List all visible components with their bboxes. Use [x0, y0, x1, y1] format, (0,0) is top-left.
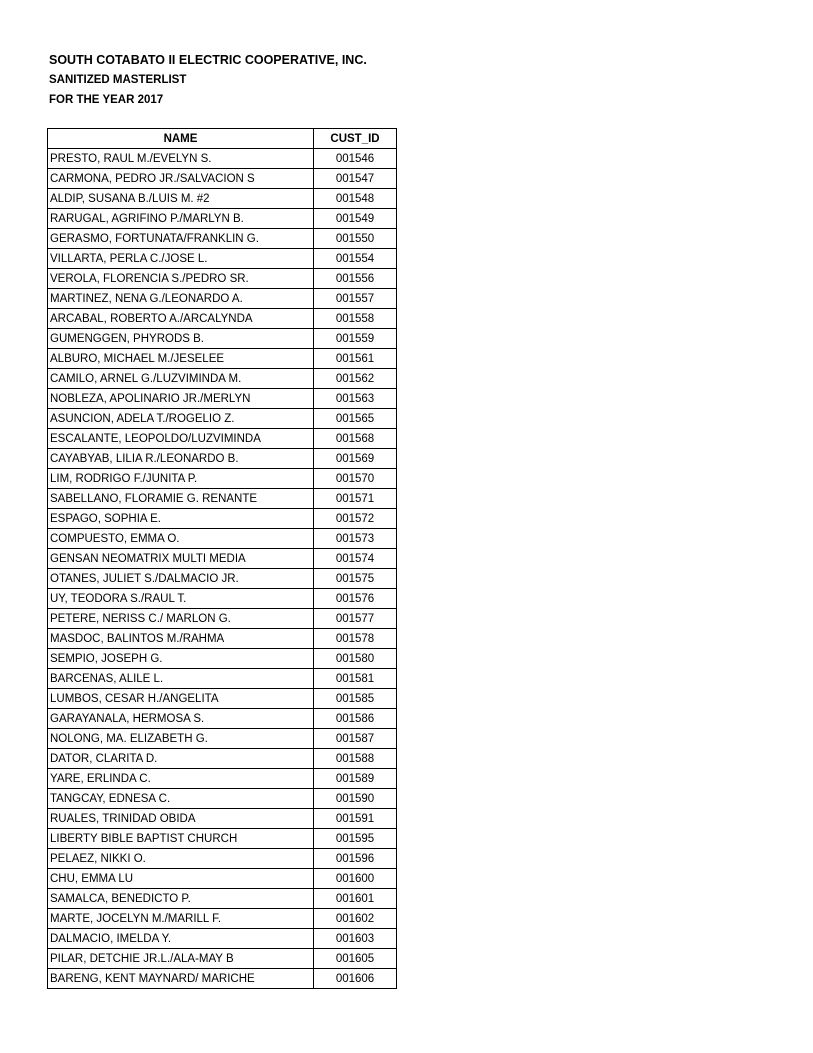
- customer-id-cell: 001547: [314, 169, 397, 189]
- table-row: [48, 449, 397, 469]
- customer-id-cell: 001588: [314, 749, 397, 769]
- customer-name-cell: ASUNCION, ADELA T./ROGELIO Z.: [48, 409, 314, 429]
- customer-id-cell: 001568: [314, 429, 397, 449]
- customer-name-cell: ESCALANTE, LEOPOLDO/LUZVIMINDA: [48, 429, 314, 449]
- customer-name-cell: ESPAGO, SOPHIA E.: [48, 509, 314, 529]
- customer-id-cell: 001549: [314, 209, 397, 229]
- table-row: [48, 309, 397, 329]
- customer-name-cell: RUALES, TRINIDAD OBIDA: [48, 809, 314, 829]
- table-row: [48, 629, 397, 649]
- customer-id-cell: 001576: [314, 589, 397, 609]
- table-row: [48, 209, 397, 229]
- customer-name-cell: GERASMO, FORTUNATA/FRANKLIN G.: [48, 229, 314, 249]
- customer-name-cell: NOBLEZA, APOLINARIO JR./MERLYN: [48, 389, 314, 409]
- customer-id-cell: 001596: [314, 849, 397, 869]
- customer-name-cell: SAMALCA, BENEDICTO P.: [48, 889, 314, 909]
- table-row: [48, 889, 397, 909]
- table-row: [48, 649, 397, 669]
- customer-name-cell: TANGCAY, EDNESA C.: [48, 789, 314, 809]
- customer-id-cell: 001581: [314, 669, 397, 689]
- customer-id-cell: 001570: [314, 469, 397, 489]
- customer-id-cell: 001550: [314, 229, 397, 249]
- table-row: [48, 469, 397, 489]
- table-row: [48, 409, 397, 429]
- table-row: [48, 329, 397, 349]
- table-row: [48, 529, 397, 549]
- table-row: [48, 269, 397, 289]
- table-row: [48, 249, 397, 269]
- customer-name-cell: SEMPIO, JOSEPH G.: [48, 649, 314, 669]
- document-year: FOR THE YEAR 2017: [49, 94, 164, 106]
- customer-id-cell: 001557: [314, 289, 397, 309]
- customer-name-cell: GARAYANALA, HERMOSA S.: [48, 709, 314, 729]
- table-row: [48, 769, 397, 789]
- customer-id-cell: 001578: [314, 629, 397, 649]
- customer-name-cell: VILLARTA, PERLA C./JOSE L.: [48, 249, 314, 269]
- customer-name-cell: PETERE, NERISS C./ MARLON G.: [48, 609, 314, 629]
- customer-name-cell: SABELLANO, FLORAMIE G. RENANTE: [48, 489, 314, 509]
- table-row: [48, 729, 397, 749]
- customer-id-cell: 001561: [314, 349, 397, 369]
- customer-name-cell: MARTINEZ, NENA G./LEONARDO A.: [48, 289, 314, 309]
- table-row: [48, 489, 397, 509]
- table-body: [48, 149, 397, 989]
- customer-name-cell: DATOR, CLARITA D.: [48, 749, 314, 769]
- customer-id-cell: 001562: [314, 369, 397, 389]
- table-row: [48, 289, 397, 309]
- customer-name-cell: CHU, EMMA LU: [48, 869, 314, 889]
- customer-name-cell: COMPUESTO, EMMA O.: [48, 529, 314, 549]
- table-row: [48, 689, 397, 709]
- document-header: [49, 50, 367, 110]
- customer-id-cell: 001586: [314, 709, 397, 729]
- table-row: [48, 909, 397, 929]
- customer-id-cell: 001558: [314, 309, 397, 329]
- table-row: [48, 949, 397, 969]
- customer-name-cell: RARUGAL, AGRIFINO P./MARLYN B.: [48, 209, 314, 229]
- table-row: [48, 709, 397, 729]
- table-row: [48, 189, 397, 209]
- customer-id-cell: 001546: [314, 149, 397, 169]
- customer-name-cell: ALBURO, MICHAEL M./JESELEE: [48, 349, 314, 369]
- customer-name-cell: PILAR, DETCHIE JR.L./ALA-MAY B: [48, 949, 314, 969]
- customer-id-cell: 001605: [314, 949, 397, 969]
- customer-id-cell: 001606: [314, 969, 397, 989]
- table-row: [48, 969, 397, 989]
- customer-name-cell: PRESTO, RAUL M./EVELYN S.: [48, 149, 314, 169]
- column-header-name: NAME: [48, 129, 314, 149]
- customer-name-cell: CAYABYAB, LILIA R./LEONARDO B.: [48, 449, 314, 469]
- table-row: [48, 589, 397, 609]
- customer-id-cell: 001574: [314, 549, 397, 569]
- table-header-row: [48, 129, 397, 149]
- table-row: [48, 829, 397, 849]
- customer-name-cell: GENSAN NEOMATRIX MULTI MEDIA: [48, 549, 314, 569]
- table-row: [48, 369, 397, 389]
- customer-id-cell: 001563: [314, 389, 397, 409]
- customer-id-cell: 001601: [314, 889, 397, 909]
- customer-name-cell: CARMONA, PEDRO JR./SALVACION S: [48, 169, 314, 189]
- customer-name-cell: BARCENAS, ALILE L.: [48, 669, 314, 689]
- customer-name-cell: DALMACIO, IMELDA Y.: [48, 929, 314, 949]
- customer-id-cell: 001603: [314, 929, 397, 949]
- customer-id-cell: 001580: [314, 649, 397, 669]
- table-row: [48, 169, 397, 189]
- customer-name-cell: VEROLA, FLORENCIA S./PEDRO SR.: [48, 269, 314, 289]
- table-row: [48, 809, 397, 829]
- table-row: [48, 609, 397, 629]
- customer-id-cell: 001565: [314, 409, 397, 429]
- table-row: [48, 509, 397, 529]
- table-row: [48, 429, 397, 449]
- customer-id-cell: 001548: [314, 189, 397, 209]
- customer-name-cell: YARE, ERLINDA C.: [48, 769, 314, 789]
- document-title: SANITIZED MASTERLIST: [49, 74, 187, 86]
- table-row: [48, 549, 397, 569]
- customer-name-cell: LIBERTY BIBLE BAPTIST CHURCH: [48, 829, 314, 849]
- customer-name-cell: MASDOC, BALINTOS M./RAHMA: [48, 629, 314, 649]
- customer-id-cell: 001590: [314, 789, 397, 809]
- customer-id-cell: 001602: [314, 909, 397, 929]
- customer-id-cell: 001572: [314, 509, 397, 529]
- customer-id-cell: 001569: [314, 449, 397, 469]
- customer-name-cell: OTANES, JULIET S./DALMACIO JR.: [48, 569, 314, 589]
- table-row: [48, 869, 397, 889]
- table-row: [48, 569, 397, 589]
- table-row: [48, 749, 397, 769]
- table-row: [48, 349, 397, 369]
- customer-name-cell: GUMENGGEN, PHYRODS B.: [48, 329, 314, 349]
- customer-name-cell: BARENG, KENT MAYNARD/ MARICHE: [48, 969, 314, 989]
- customer-name-cell: NOLONG, MA. ELIZABETH G.: [48, 729, 314, 749]
- customer-id-cell: 001587: [314, 729, 397, 749]
- customer-name-cell: UY, TEODORA S./RAUL T.: [48, 589, 314, 609]
- table-row: [48, 789, 397, 809]
- customer-name-cell: CAMILO, ARNEL G./LUZVIMINDA M.: [48, 369, 314, 389]
- customer-id-cell: 001585: [314, 689, 397, 709]
- table-row: [48, 929, 397, 949]
- customer-id-cell: 001589: [314, 769, 397, 789]
- customer-name-cell: MARTE, JOCELYN M./MARILL F.: [48, 909, 314, 929]
- customer-name-cell: LUMBOS, CESAR H./ANGELITA: [48, 689, 314, 709]
- customer-name-cell: LIM, RODRIGO F./JUNITA P.: [48, 469, 314, 489]
- customer-name-cell: PELAEZ, NIKKI O.: [48, 849, 314, 869]
- table-row: [48, 389, 397, 409]
- table-row: [48, 149, 397, 169]
- customer-id-cell: 001554: [314, 249, 397, 269]
- customer-id-cell: 001591: [314, 809, 397, 829]
- table-row: [48, 849, 397, 869]
- customer-id-cell: 001556: [314, 269, 397, 289]
- customer-id-cell: 001595: [314, 829, 397, 849]
- table-row: [48, 229, 397, 249]
- customer-id-cell: 001577: [314, 609, 397, 629]
- customer-name-cell: ALDIP, SUSANA B./LUIS M. #2: [48, 189, 314, 209]
- customer-id-cell: 001575: [314, 569, 397, 589]
- column-header-cust-id: CUST_ID: [314, 129, 397, 149]
- customer-id-cell: 001571: [314, 489, 397, 509]
- customer-id-cell: 001559: [314, 329, 397, 349]
- masterlist-table: [47, 128, 397, 989]
- table-row: [48, 669, 397, 689]
- customer-name-cell: ARCABAL, ROBERTO A./ARCALYNDA: [48, 309, 314, 329]
- organization-name: SOUTH COTABATO II ELECTRIC COOPERATIVE, INC.: [49, 53, 367, 67]
- customer-id-cell: 001600: [314, 869, 397, 889]
- customer-id-cell: 001573: [314, 529, 397, 549]
